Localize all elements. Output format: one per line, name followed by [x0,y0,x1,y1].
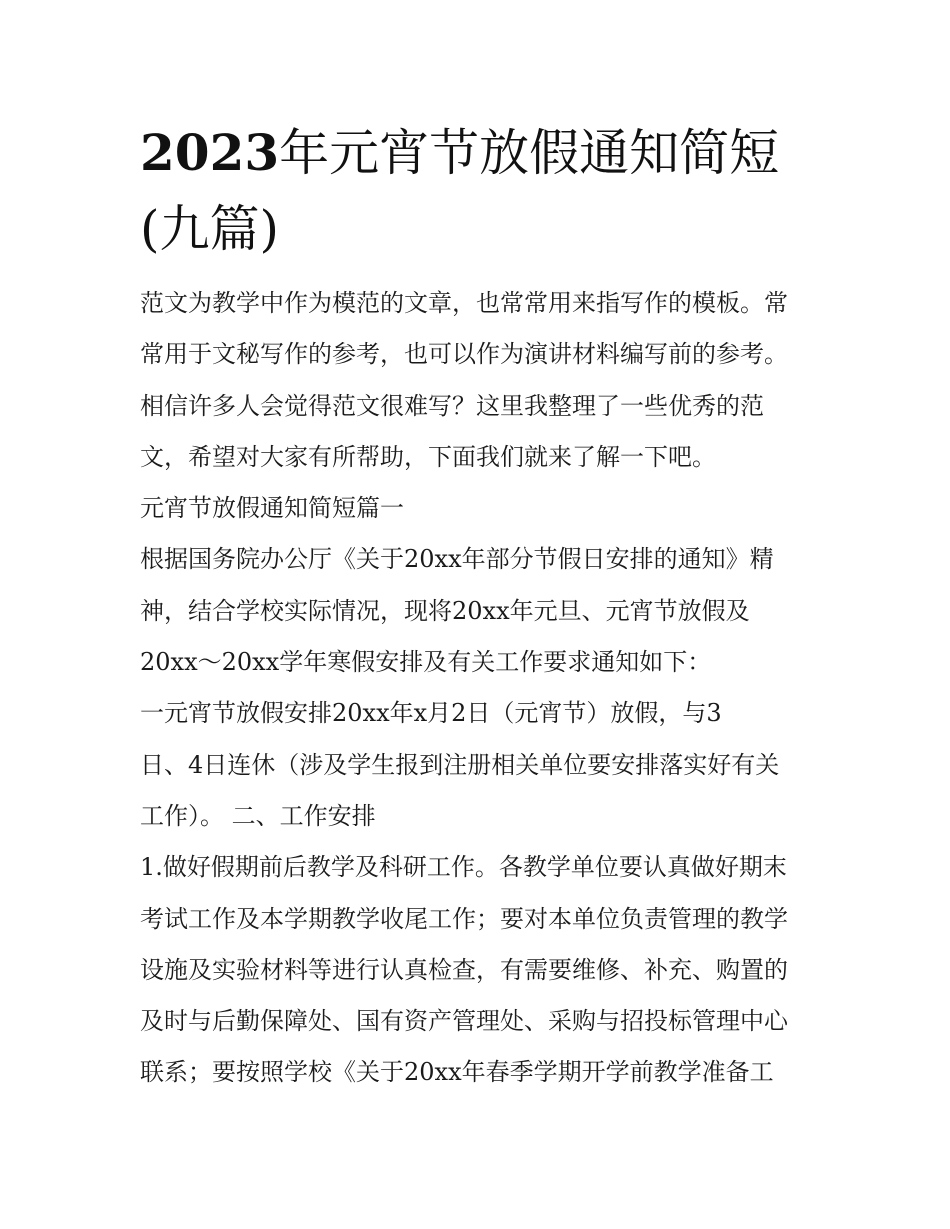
paragraph-line: 根据国务院办公厅《关于20xx年部分节假日安排的通知》精 [140,545,774,574]
title-year: 2023 [140,123,280,182]
paragraph-line: 范文为教学中作为模范的文章，也常常用来指写作的模板。常 [140,289,788,317]
paragraph-line: 神，结合学校实际情况，现将20xx年元旦、元宵节放假及 [140,596,750,625]
paragraph-line: 一元宵节放假安排20xx年x月2日（元宵节）放假，与3 [140,699,722,728]
paragraph-line: 1.做好假期前后教学及科研工作。各教学单位要认真做好期末 [140,853,787,882]
paragraph-line: 设施及实验材料等进行认真检查，有需要维修、补充、购置的 [140,955,788,984]
paragraph-line: 文，希望对大家有所帮助，下面我们就来了解一下吧。 [140,442,716,471]
title-line1-text: 年元宵节放假通知简短 [279,124,780,182]
title-line2-text: (九篇) [140,200,280,258]
section-heading: 元宵节放假通知简短篇一 [140,494,404,523]
paragraph-line: 日、4日连休（涉及学生报到注册相关单位要安排落实好有关 [140,750,780,779]
paragraph-line: 相信许多人会觉得范文很难写？这里我整理了一些优秀的范 [140,391,764,420]
paragraph-line: 常用于文秘写作的参考，也可以作为演讲材料编写前的参考。 [140,340,788,369]
document-body [140,278,820,1099]
paragraph-line: 及时与后勤保障处、国有资产管理处、采购与招投标管理中心 [140,1007,788,1036]
paragraph-line: 20xx～20xx学年寒假安排及有关工作要求通知如下： [140,648,712,677]
paragraph-line: 考试工作及本学期教学收尾工作；要对本单位负责管理的教学 [140,904,788,933]
paragraph-line: 工作）。 二、工作安排 [140,801,376,830]
paragraph-line: 联系；要按照学校《关于20xx年春季学期开学前教学准备工 [140,1058,774,1087]
document-title [140,115,820,267]
